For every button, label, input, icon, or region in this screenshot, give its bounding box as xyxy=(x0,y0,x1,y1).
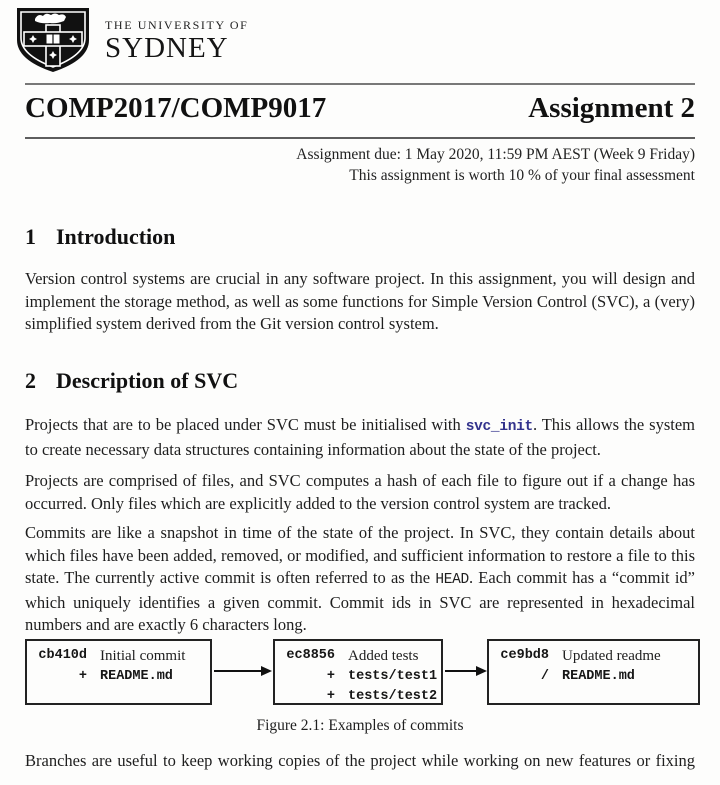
file-path: tests/test2 xyxy=(348,689,438,704)
header-rule-top xyxy=(25,83,695,85)
file-path: README.md xyxy=(562,668,635,684)
file-operation: / xyxy=(540,668,549,684)
paragraph-text: Commits are like a snapshot in time of the state of the project. In SVC, they contain details about which files have been added, removed, or modified, and sufficient information to restore a file to this state. The currently active commit is often referred to as the xyxy=(25,523,695,587)
file-path: tests/test1 xyxy=(348,668,438,684)
svc-init-paragraph xyxy=(25,414,695,461)
paragraph-text: Projects that are to be placed under SVC must be initialised with xyxy=(25,415,466,434)
section-title: Introduction xyxy=(56,224,176,249)
file-operation: + xyxy=(326,668,335,684)
commit-id: ce9bd8 xyxy=(500,648,549,663)
intro-paragraph: Version control systems are crucial in any software project. In this assignment, you will design and implement the storage method, as well as some functions for Simple Version Control (SVC), a (very) simplified system derived from the Git version control system. xyxy=(25,269,695,333)
university-crest-icon xyxy=(15,6,91,74)
logo-text-large: SYDNEY xyxy=(105,32,229,64)
section-heading-description xyxy=(25,368,238,394)
paragraph-text: . Each commit has a “commit id” which uniquely identifies a given commit. Commit ids in SVC are represented in hexadecimal numbers and are exactly 6 characters long. xyxy=(25,568,695,634)
due-date-line: Assignment due: 1 May 2020, 11:59 PM AEST (Week 9 Friday) xyxy=(296,146,695,163)
university-logo-text xyxy=(105,6,248,63)
file-path: README.md xyxy=(100,668,173,684)
assignment-title: Assignment 2 xyxy=(528,92,695,124)
commit-id: cb410d xyxy=(38,648,87,663)
file-operation: + xyxy=(78,668,87,684)
section-number: 1 xyxy=(25,224,36,249)
commit-id: ec8856 xyxy=(286,648,335,663)
commit-message: Updated readme xyxy=(562,648,661,664)
university-logo xyxy=(15,6,248,74)
commit-arrow-1 xyxy=(214,670,262,672)
svc-init-code-token: svc_init xyxy=(465,419,533,435)
due-info-block xyxy=(25,144,695,186)
commit-box-2 xyxy=(273,639,443,705)
head-code-token: HEAD xyxy=(435,572,469,588)
paragraph-text: . This allows the system to create necessary data structures containing information about the state of the project. xyxy=(25,415,695,459)
commit-arrow-2 xyxy=(445,670,477,672)
figure-caption: Figure 2.1: Examples of commits xyxy=(256,717,464,734)
assessment-worth-line: This assignment is worth 10 % of your final assessment xyxy=(349,167,695,184)
section-title: Description of SVC xyxy=(56,368,239,393)
hash-paragraph: Projects are comprised of files, and SVC computes a hash of each file to figure out if a change has occurred. Only files which are explicitly added to the version control system are tracked. xyxy=(25,471,695,513)
commits-paragraph xyxy=(25,522,695,637)
file-operation: + xyxy=(326,689,335,704)
course-code: COMP2017/COMP9017 xyxy=(25,92,327,124)
header-rule-bottom xyxy=(25,137,695,139)
commit-box-1 xyxy=(25,639,212,705)
logo-text-small: THE UNIVERSITY OF xyxy=(105,18,249,32)
branches-paragraph: Branches are useful to keep working copies of the project while working on new features or fixing xyxy=(25,751,695,770)
commit-message: Added tests xyxy=(348,648,419,664)
document-header xyxy=(25,92,695,125)
commit-box-3 xyxy=(487,639,700,705)
section-number: 2 xyxy=(25,368,36,393)
commit-message: Initial commit xyxy=(100,648,186,664)
section-heading-introduction xyxy=(25,224,175,250)
